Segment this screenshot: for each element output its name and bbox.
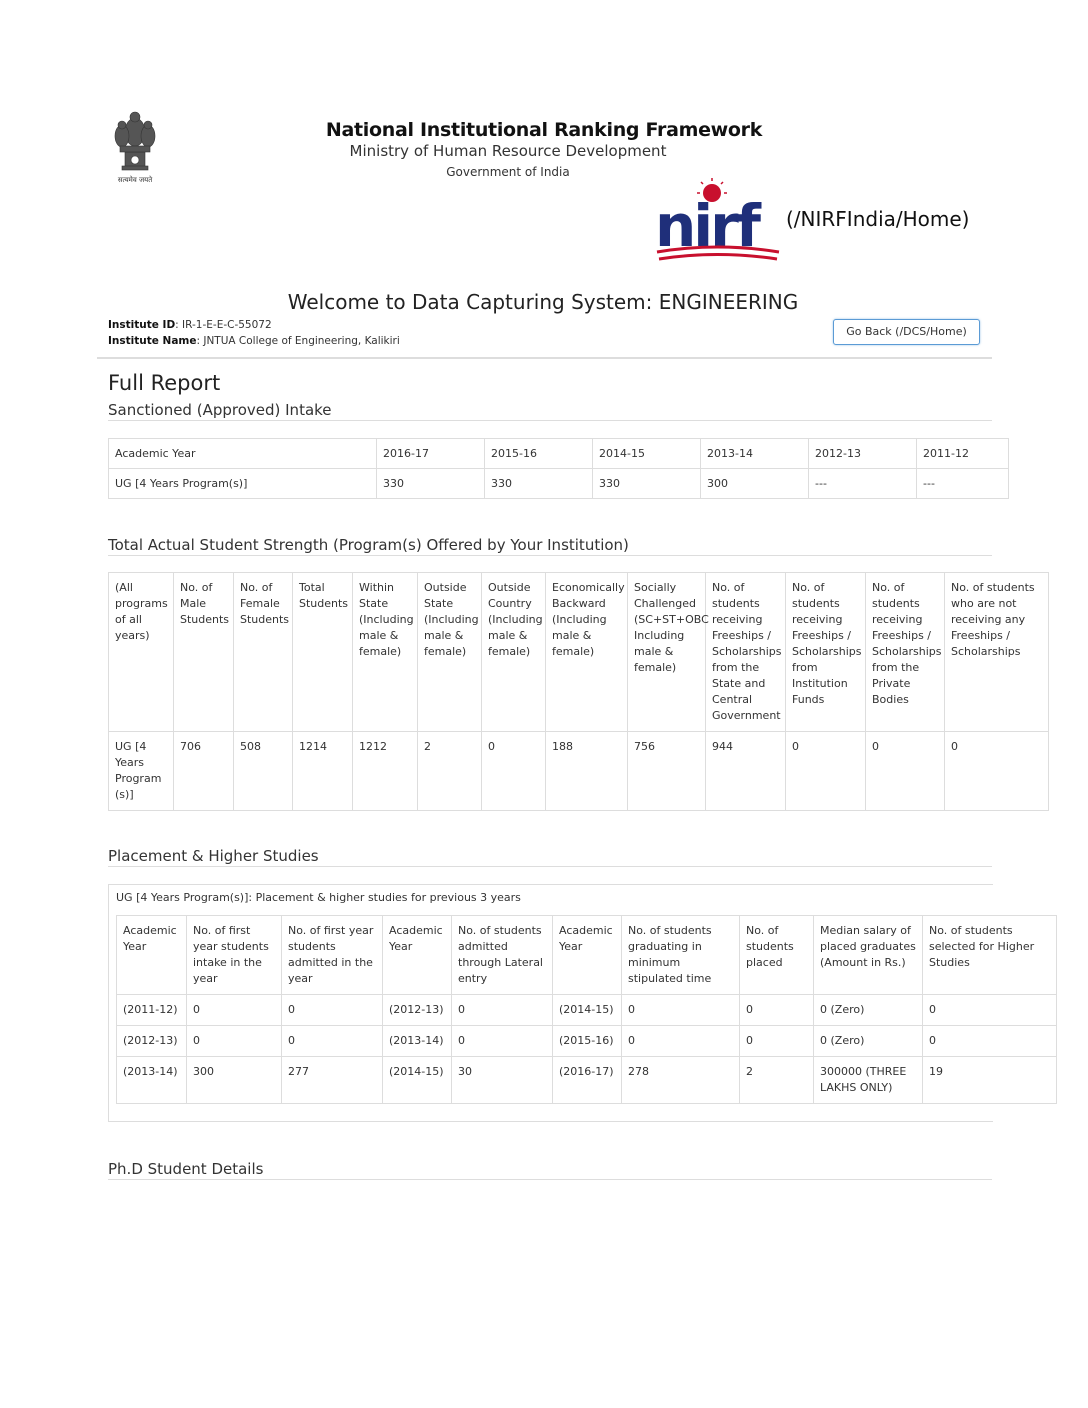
table-cell: 0 bbox=[622, 1026, 740, 1057]
table-header-cell: No. of Male Students bbox=[174, 573, 234, 732]
table-cell: 0 bbox=[786, 732, 866, 811]
section-divider bbox=[108, 866, 992, 867]
table-cell: 706 bbox=[174, 732, 234, 811]
table-header-cell: Economically Backward (Including male & female) bbox=[546, 573, 628, 732]
table-cell: 0 bbox=[945, 732, 1049, 811]
table-header-cell: 2012-13 bbox=[809, 439, 917, 469]
table-cell: 0 (Zero) bbox=[814, 995, 923, 1026]
ministry-subtitle: Ministry of Human Resource Development bbox=[349, 142, 667, 160]
table-cell: (2012-13) bbox=[117, 1026, 187, 1057]
table-row bbox=[117, 1057, 1057, 1104]
table-cell: 300 bbox=[187, 1057, 282, 1104]
table-header-cell: 2013-14 bbox=[701, 439, 809, 469]
table-row bbox=[117, 995, 1057, 1026]
table-cell: 0 bbox=[622, 995, 740, 1026]
table-cell: 2 bbox=[418, 732, 482, 811]
table-cell: 944 bbox=[706, 732, 786, 811]
table-header-cell: No. of first year students intake in the year bbox=[187, 916, 282, 995]
institute-name-value: : JNTUA College of Engineering, Kalikiri bbox=[196, 335, 400, 347]
table-cell: 0 bbox=[740, 995, 814, 1026]
table-cell: 0 bbox=[187, 1026, 282, 1057]
table-header-cell: Academic Year bbox=[109, 439, 377, 469]
table-header-cell: Outside Country (Including male & female) bbox=[482, 573, 546, 732]
institute-name bbox=[108, 335, 400, 347]
table-cell: 330 bbox=[485, 469, 593, 499]
strength-table-container bbox=[108, 572, 1035, 808]
header-divider bbox=[97, 357, 992, 359]
section-divider bbox=[108, 1179, 992, 1180]
table-cell: (2013-14) bbox=[383, 1026, 452, 1057]
table-row bbox=[109, 469, 1009, 499]
table-cell: 0 bbox=[187, 995, 282, 1026]
table-header-cell: 2015-16 bbox=[485, 439, 593, 469]
section-title-phd: Ph.D Student Details bbox=[108, 1160, 264, 1178]
table-cell: (2014-15) bbox=[383, 1057, 452, 1104]
placement-table bbox=[116, 915, 1057, 1104]
table-header-cell: No. of students graduating in minimum stipulated time bbox=[622, 916, 740, 995]
table-header-cell: 2014-15 bbox=[593, 439, 701, 469]
institute-name-label: Institute Name bbox=[108, 335, 197, 347]
intake-table-container bbox=[108, 438, 992, 498]
table-cell: UG [4 Years Program(s)] bbox=[109, 469, 377, 499]
table-cell: 0 bbox=[452, 995, 553, 1026]
table-cell: 0 bbox=[482, 732, 546, 811]
table-cell: 0 bbox=[282, 995, 383, 1026]
placement-caption: UG [4 Years Program(s)]: Placement & higher studies for previous 3 years bbox=[116, 891, 521, 904]
table-row bbox=[109, 732, 1049, 811]
table-cell: 0 bbox=[923, 995, 1057, 1026]
section-divider bbox=[108, 555, 992, 556]
table-cell: (2012-13) bbox=[383, 995, 452, 1026]
table-header-cell: No. of first year students admitted in the year bbox=[282, 916, 383, 995]
section-title-placement: Placement & Higher Studies bbox=[108, 847, 319, 865]
table-header-cell: Academic Year bbox=[117, 916, 187, 995]
table-cell: 278 bbox=[622, 1057, 740, 1104]
table-header-cell: No. of students receiving Freeships / Scholarships from the Private Bodies bbox=[866, 573, 945, 732]
table-cell: (2011-12) bbox=[117, 995, 187, 1026]
table-cell: UG [4 Years Program (s)] bbox=[109, 732, 174, 811]
table-header-cell: Within State (Including male & female) bbox=[353, 573, 418, 732]
table-cell: 300 bbox=[701, 469, 809, 499]
table-cell: 1212 bbox=[353, 732, 418, 811]
table-header-cell: Academic Year bbox=[383, 916, 452, 995]
table-header-cell: No. of students placed bbox=[740, 916, 814, 995]
table-header-cell: 2011-12 bbox=[917, 439, 1009, 469]
page-title: National Institutional Ranking Framework bbox=[325, 119, 763, 141]
emblem-caption: सत्यमेव जयते bbox=[117, 176, 153, 184]
table-header-cell: Socially Challenged (SC+ST+OBC Including male & female) bbox=[628, 573, 706, 732]
table-cell: 19 bbox=[923, 1057, 1057, 1104]
placement-table-container bbox=[116, 915, 1035, 1104]
table-header-cell: Total Students bbox=[293, 573, 353, 732]
table-header-cell: No. of students receiving Freeships / Scholarships from the State and Central Government bbox=[706, 573, 786, 732]
institute-id bbox=[108, 319, 272, 331]
table-header-cell: No. of Female Students bbox=[234, 573, 293, 732]
table-cell: (2016-17) bbox=[553, 1057, 622, 1104]
table-header-cell: No. of students admitted through Lateral entry bbox=[452, 916, 553, 995]
table-cell: 0 (Zero) bbox=[814, 1026, 923, 1057]
table-header-cell: Median salary of placed graduates (Amount in Rs.) bbox=[814, 916, 923, 995]
welcome-heading: Welcome to Data Capturing System: ENGINEERING bbox=[287, 290, 799, 314]
nirf-logo-text: nirf bbox=[655, 192, 759, 260]
table-cell: (2013-14) bbox=[117, 1057, 187, 1104]
table-header-cell: (All programs of all years) bbox=[109, 573, 174, 732]
table-header-cell: Outside State (Including male & female) bbox=[418, 573, 482, 732]
institute-id-value: : IR-1-E-E-C-55072 bbox=[175, 319, 272, 331]
intake-table bbox=[108, 438, 1009, 499]
table-cell: 0 bbox=[452, 1026, 553, 1057]
section-divider bbox=[108, 420, 992, 421]
nirf-home-link[interactable]: (/NIRFIndia/Home) bbox=[786, 207, 970, 231]
table-header-row bbox=[117, 916, 1057, 995]
table-header-cell: No. of students selected for Higher Studies bbox=[923, 916, 1057, 995]
table-cell: (2015-16) bbox=[553, 1026, 622, 1057]
table-cell: 0 bbox=[866, 732, 945, 811]
table-cell: (2014-15) bbox=[553, 995, 622, 1026]
table-cell: 277 bbox=[282, 1057, 383, 1104]
section-title-strength: Total Actual Student Strength (Program(s) Offered by Your Institution) bbox=[108, 536, 629, 554]
report-title: Full Report bbox=[108, 371, 221, 395]
section-title-intake: Sanctioned (Approved) Intake bbox=[108, 401, 332, 419]
table-header-row bbox=[109, 573, 1049, 732]
table-cell: 300000 (THREE LAKHS ONLY) bbox=[814, 1057, 923, 1104]
nirf-logo[interactable] bbox=[655, 180, 781, 268]
table-cell: 0 bbox=[282, 1026, 383, 1057]
table-cell: --- bbox=[809, 469, 917, 499]
table-header-cell: No. of students receiving Freeships / Scholarships from Institution Funds bbox=[786, 573, 866, 732]
table-header-cell: 2016-17 bbox=[377, 439, 485, 469]
table-header-row bbox=[109, 439, 1009, 469]
table-cell: 0 bbox=[740, 1026, 814, 1057]
table-cell: 30 bbox=[452, 1057, 553, 1104]
go-back-button[interactable]: Go Back (/DCS/Home) bbox=[833, 319, 980, 345]
table-cell: 1214 bbox=[293, 732, 353, 811]
table-cell: 188 bbox=[546, 732, 628, 811]
table-cell: --- bbox=[917, 469, 1009, 499]
table-cell: 508 bbox=[234, 732, 293, 811]
table-cell: 330 bbox=[377, 469, 485, 499]
strength-table bbox=[108, 572, 1049, 811]
table-row bbox=[117, 1026, 1057, 1057]
table-cell: 330 bbox=[593, 469, 701, 499]
institute-id-label: Institute ID bbox=[108, 319, 176, 331]
table-cell: 0 bbox=[923, 1026, 1057, 1057]
placement-panel bbox=[108, 884, 1035, 1122]
table-header-cell: No. of students who are not receiving any Freeships / Scholarships bbox=[945, 573, 1049, 732]
table-cell: 756 bbox=[628, 732, 706, 811]
government-label: Government of India bbox=[446, 165, 570, 179]
table-header-cell: Academic Year bbox=[553, 916, 622, 995]
table-cell: 2 bbox=[740, 1057, 814, 1104]
